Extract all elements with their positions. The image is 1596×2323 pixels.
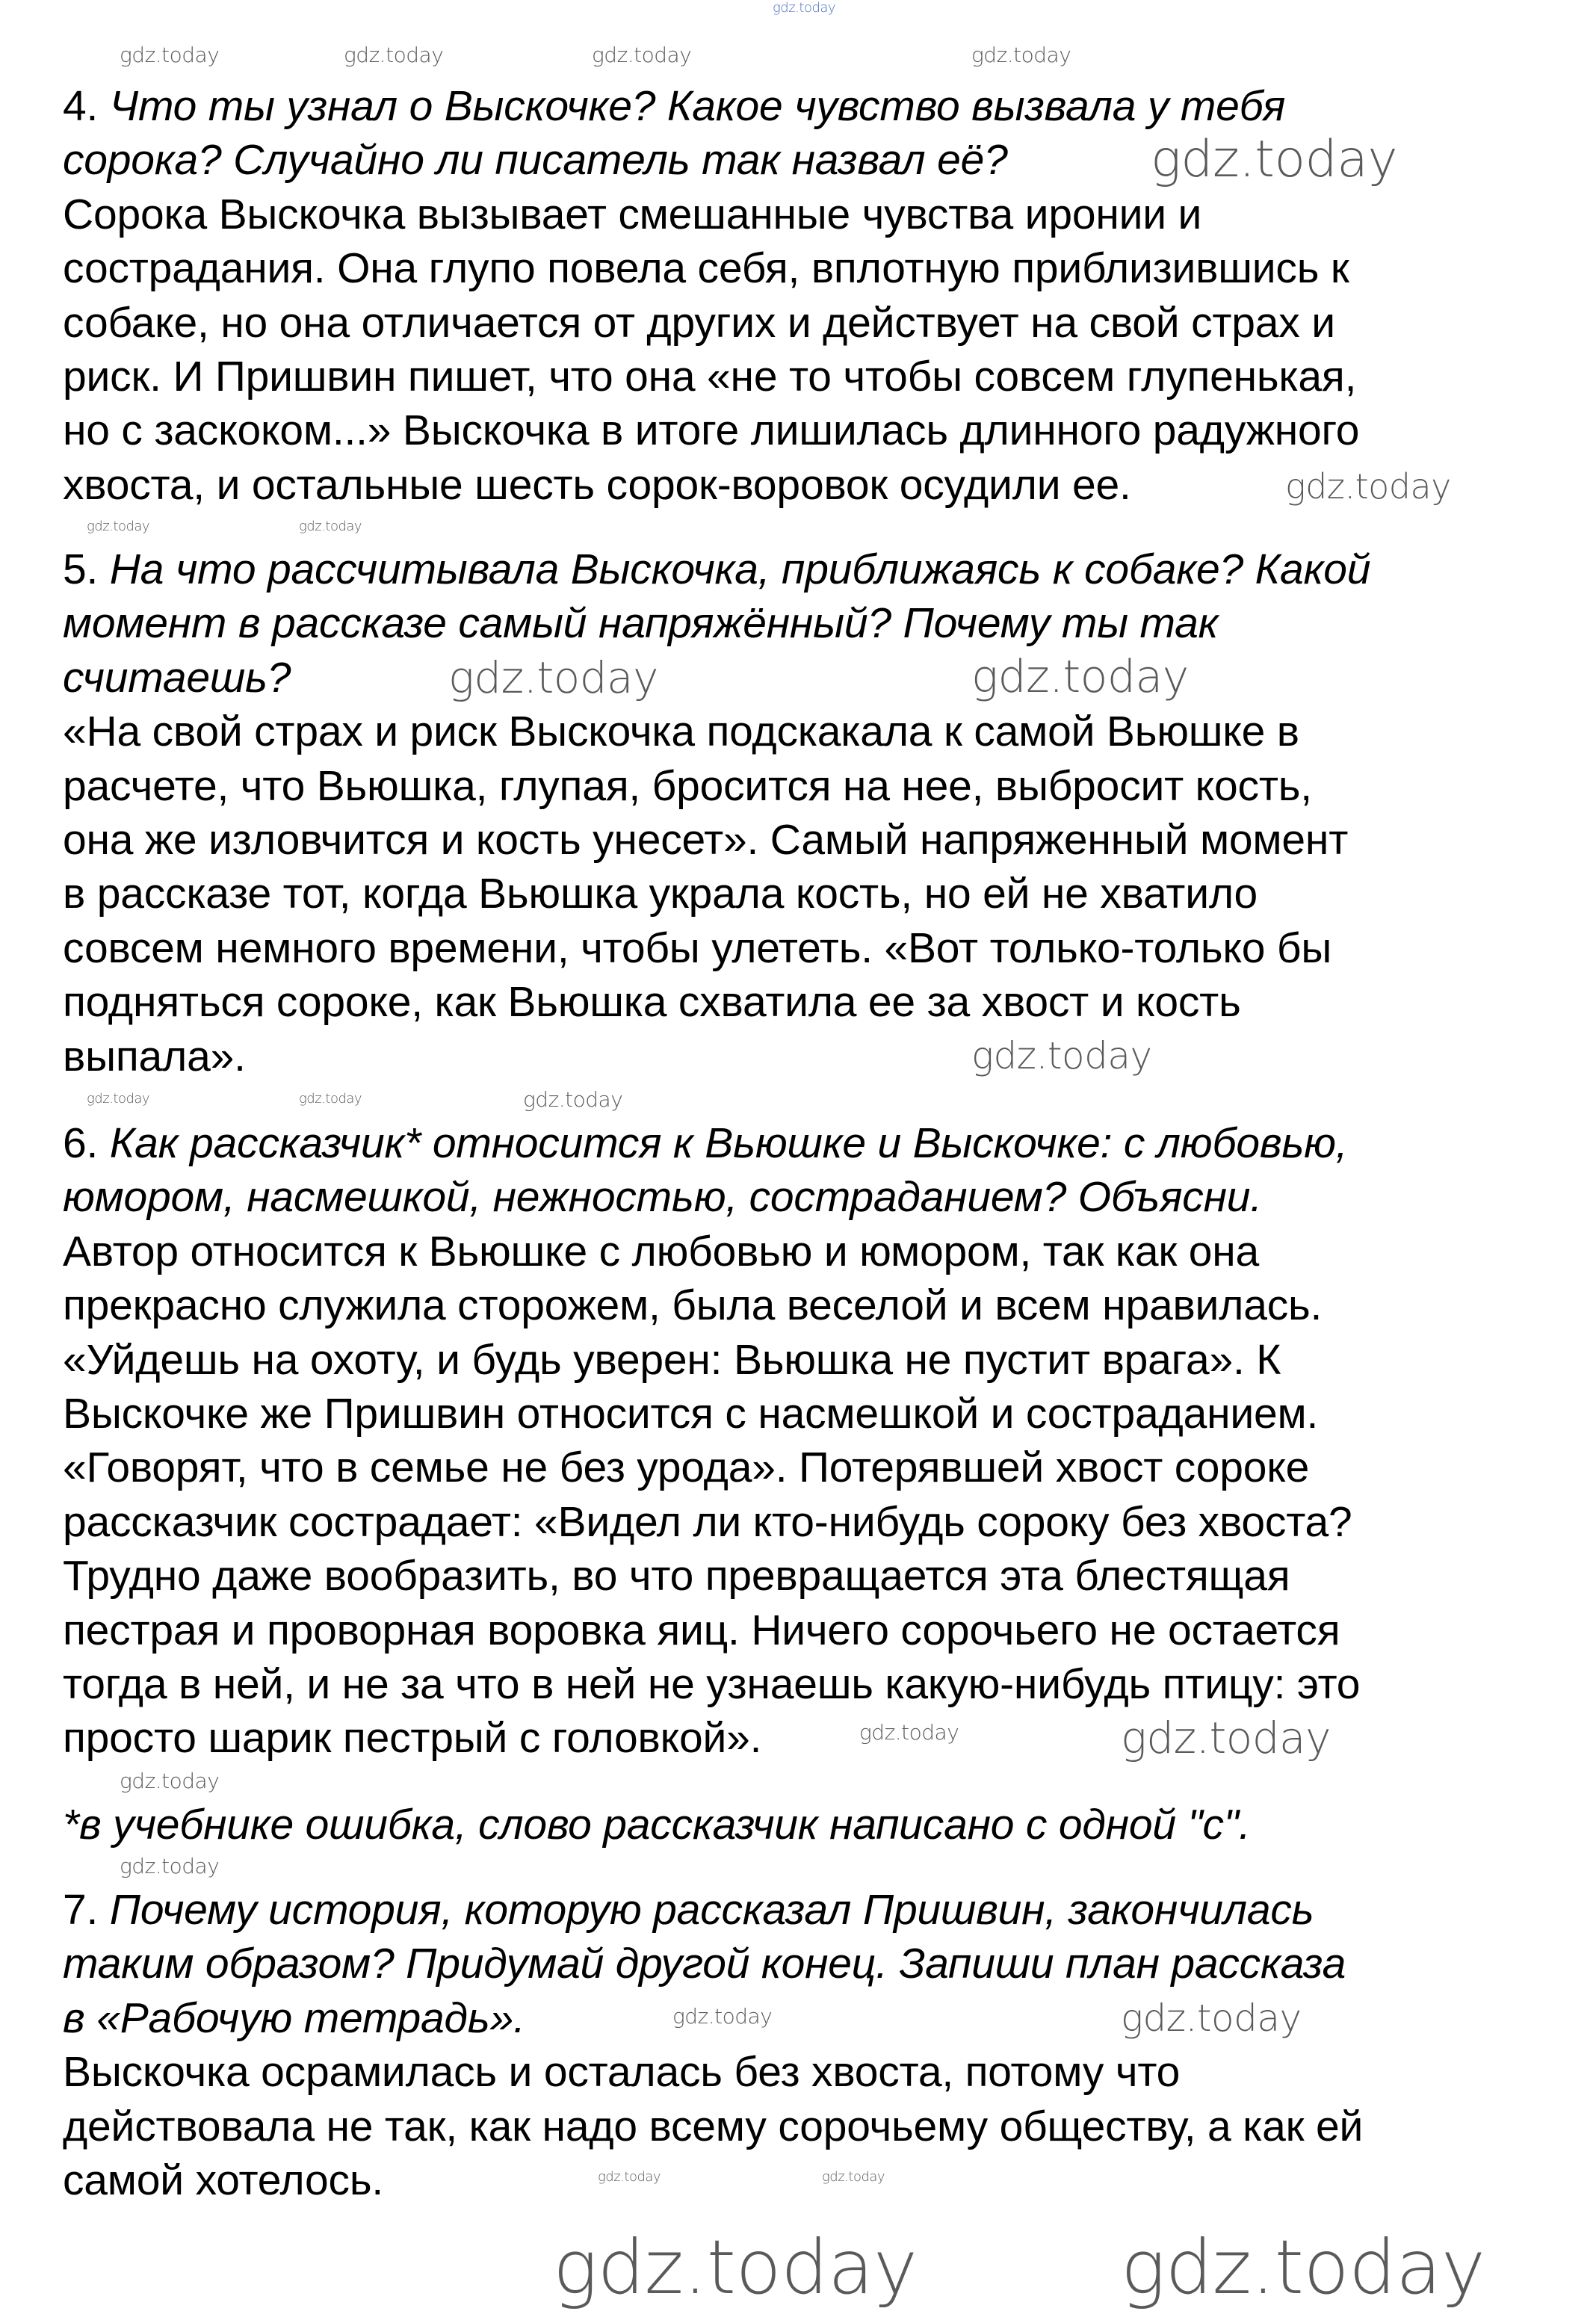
- question-line: [63, 79, 1285, 133]
- watermark: gdz.today: [1121, 1713, 1331, 1763]
- watermark: gdz.today: [120, 1769, 220, 1793]
- watermark: gdz.today: [1151, 130, 1398, 189]
- answer-line: рассказчик сострадает: «Видел ли кто-нибудь сороку без хвоста?: [63, 1497, 1352, 1546]
- question-line: [63, 1116, 1347, 1170]
- answer-line: прекрасно служила сторожем, была веселой и всем нравилась.: [63, 1281, 1323, 1330]
- watermark: gdz.today: [971, 1034, 1152, 1077]
- watermark: gdz.today: [1121, 1996, 1302, 2040]
- answer-line: Выскочке же Пришвин относится с насмешкой и состраданием.: [63, 1389, 1319, 1438]
- question-text: Что ты узнал о Выскочке? Какое чувство вызвала у тебя: [109, 82, 1286, 130]
- question-line: в «Рабочую тетрадь».: [63, 1993, 525, 2042]
- watermark: gdz.today: [344, 43, 444, 67]
- answer-line: она же изловчится и кость унесет». Самый напряженный момент: [63, 815, 1349, 864]
- watermark: gdz.today: [553, 2224, 918, 2311]
- watermark: gdz.today: [822, 2169, 885, 2185]
- question-line: [63, 1883, 1314, 1937]
- watermark: gdz.today: [299, 1091, 362, 1107]
- watermark: gdz.today: [592, 43, 692, 67]
- answer-line: расчете, что Вьюшка, глупая, бросится на нее, выбросит кость,: [63, 761, 1312, 810]
- question-line: сорока? Случайно ли писатель так назвал её?: [63, 136, 1008, 185]
- footnote-text: *в учебнике ошибка, слово рассказчик написано с одной "с".: [63, 1801, 1251, 1849]
- question-line: [63, 542, 1370, 596]
- watermark: gdz.today: [859, 1720, 959, 1745]
- question-number: 7.: [63, 1886, 99, 1934]
- section-6: [63, 1116, 1360, 1766]
- answer-line: тогда в ней, и не за что в ней не узнаешь какую-нибудь птицу: это: [63, 1659, 1361, 1708]
- answer-line: Трудно даже вообразить, во что превращается эта блестящая: [63, 1552, 1290, 1600]
- question-line: юмором, насмешкой, нежностью, состраданием? Объясни.: [63, 1173, 1262, 1222]
- watermark: gdz.today: [773, 0, 836, 16]
- answer-line: в рассказе тот, когда Вьюшка украла кость, но ей не хватило: [63, 870, 1258, 918]
- section-7: [63, 1883, 1363, 2207]
- answer-line: «Уйдешь на охоту, и будь уверен: Вьюшка не пустит врага». К: [63, 1335, 1281, 1384]
- watermark: gdz.today: [448, 652, 658, 703]
- answer-line: хвоста, и остальные шесть сорок-воровок осудили ее.: [63, 460, 1131, 509]
- answer-line: но с заскоком...» Выскочка в итоге лишилась длинного радужного: [63, 406, 1360, 455]
- answer-line: Выскочка осрамилась и осталась без хвоста, потому что: [63, 2048, 1181, 2097]
- answer-line: Сорока Выскочка вызывает смешанные чувства иронии и: [63, 190, 1202, 238]
- question-line: считаешь?: [63, 653, 291, 702]
- watermark: gdz.today: [971, 651, 1189, 703]
- answer-line: «Говорят, что в семье не без урода». Потерявшей хвост сороке: [63, 1444, 1310, 1492]
- watermark: gdz.today: [299, 519, 362, 534]
- watermark: gdz.today: [971, 43, 1071, 67]
- question-number: 5.: [63, 545, 99, 593]
- footnote: [63, 1798, 1250, 1852]
- question-text: На что рассчитывала Выскочка, приближаясь к собаке? Какой: [109, 545, 1371, 593]
- watermark: gdz.today: [1121, 2224, 1485, 2311]
- question-text: Как рассказчик* относится к Вьюшке и Выскочке: с любовью,: [109, 1119, 1348, 1167]
- section-5: [63, 542, 1370, 1083]
- answer-line: совсем немного времени, чтобы улететь. «Вот только-только бы: [63, 924, 1332, 972]
- answer-line: выпала».: [63, 1032, 246, 1080]
- answer-line: собаке, но она отличается от других и действует на свой страх и: [63, 298, 1335, 347]
- question-text: Почему история, которую рассказал Пришвин, закончилась: [109, 1886, 1314, 1934]
- watermark: gdz.today: [87, 519, 150, 534]
- answer-line: подняться сороке, как Вьюшка схватила ее за хвост и кость: [63, 978, 1241, 1027]
- question-line: момент в рассказе самый напряжённый? Почему ты так: [63, 599, 1219, 648]
- watermark: gdz.today: [672, 2004, 773, 2029]
- watermark: gdz.today: [598, 2169, 661, 2185]
- watermark: gdz.today: [87, 1091, 150, 1107]
- answer-line: действовала не так, как надо всему сорочьему обществу, а как ей: [63, 2102, 1364, 2150]
- question-number: 4.: [63, 82, 99, 130]
- answer-line: просто шарик пестрый с головкой».: [63, 1714, 762, 1763]
- answer-line: «На свой страх и риск Выскочка подскакала к самой Вьюшке в: [63, 708, 1299, 756]
- answer-line: сострадания. Она глупо повела себя, вплотную приблизившись к: [63, 244, 1349, 293]
- answer-line: самой хотелось.: [63, 2156, 383, 2204]
- question-line: таким образом? Придумай другой конец. Запиши план рассказа: [63, 1940, 1346, 1988]
- answer-line: Автор относится к Вьюшке с любовью и юмором, так как она: [63, 1227, 1260, 1275]
- question-number: 6.: [63, 1119, 99, 1167]
- answer-line: риск. И Пришвин пишет, что она «не то чтобы совсем глупенькая,: [63, 352, 1357, 400]
- watermark: gdz.today: [1285, 466, 1451, 507]
- watermark: gdz.today: [523, 1087, 623, 1112]
- watermark: gdz.today: [120, 1854, 220, 1878]
- watermark: gdz.today: [120, 43, 220, 67]
- answer-line: пестрая и проворная воровка яиц. Ничего сорочьего не остается: [63, 1606, 1340, 1654]
